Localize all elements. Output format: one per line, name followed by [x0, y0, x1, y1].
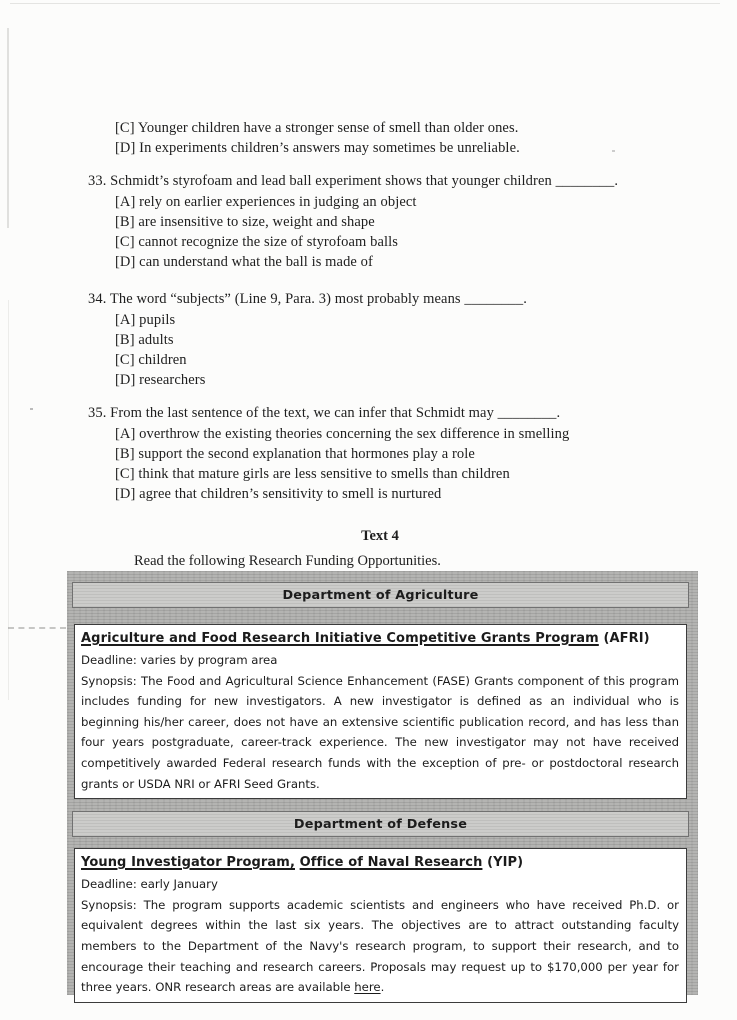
- program-title: [81, 628, 679, 650]
- dept-header-defense: [72, 811, 689, 837]
- deadline-line: Deadline: early January: [81, 877, 218, 892]
- scan-artifact-dashes: [8, 627, 66, 629]
- option: [A] overthrow the existing theories concerning the sex difference in smelling: [115, 426, 570, 443]
- question-34: [88, 290, 527, 390]
- funding-table: [67, 571, 698, 995]
- question-35: [88, 404, 569, 504]
- option: [C] cannot recognize the size of styrofoam balls: [115, 233, 399, 250]
- option: [C] think that mature girls are less sensitive to smells than children: [115, 465, 510, 482]
- program-org-link[interactable]: Office of Naval Research: [299, 855, 483, 871]
- synopsis-period: .: [380, 980, 385, 995]
- agriculture-program-cell: [74, 624, 687, 799]
- program-title: [81, 852, 679, 874]
- program-title-link[interactable]: Agriculture and Food Research Initiative Competitive Grants Program: [81, 631, 599, 646]
- text4-heading: Text 4: [361, 528, 399, 544]
- option: [D] agree that children’s sensitivity to smell is nurtured: [115, 485, 442, 502]
- option: [A] pupils: [115, 312, 176, 329]
- option: [C] Younger children have a stronger sense of smell than older ones.: [115, 120, 519, 136]
- defense-program-cell: [74, 848, 687, 1003]
- option: [D] researchers: [115, 371, 206, 388]
- question-options: [115, 425, 569, 504]
- text4-instruction: Read the following Research Funding Opportunities.: [134, 553, 441, 569]
- option: [D] In experiments children’s answers may sometimes be unreliable.: [115, 139, 520, 156]
- synopsis-text: [81, 895, 679, 998]
- option: [B] are insensitive to size, weight and shape: [115, 214, 375, 231]
- scan-artifact-speck: [30, 408, 33, 410]
- option: [B] support the second explanation that hormones play a role: [115, 446, 475, 463]
- here-link[interactable]: here: [354, 980, 381, 995]
- scan-artifact-left-line: [7, 28, 9, 228]
- deadline-line: Deadline: varies by program area: [81, 653, 278, 667]
- question-stem: 35. From the last sentence of the text, we can infer that Schmidt may ________.: [88, 405, 561, 421]
- scan-artifact-left-line-2: [8, 300, 9, 700]
- option: [A] rely on earlier experiences in judging an object: [115, 194, 417, 211]
- question-options: [115, 193, 618, 272]
- question-stem: 33. Schmidt’s styrofoam and lead ball experiment shows that younger children ________.: [88, 173, 619, 189]
- program-title-link[interactable]: Young Investigator Program,: [81, 855, 295, 871]
- question-stem: 34. The word “subjects” (Line 9, Para. 3) most probably means ________.: [88, 291, 527, 307]
- dept-header-label: Department of Agriculture: [282, 587, 479, 603]
- option: [C] children: [115, 351, 187, 368]
- question-options: [115, 311, 527, 390]
- scan-artifact-speck: [612, 150, 615, 152]
- program-abbr: (YIP): [482, 855, 524, 871]
- question-33: [88, 172, 618, 272]
- dept-header-agriculture: [72, 582, 689, 608]
- question-32-remaining-options: [115, 119, 520, 159]
- synopsis-text: Synopsis: The Food and Agricultural Science Enhancement (FASE) Grants component of this program includes funding for new investigators. A new investigator is defined as an individual who is beginning his/her career, does not have an extensive scientific publication record, and has less than four years postgraduate, career-track experience. The new investigator may not have received competitively awarded Federal research funds with the exception of pre- or postdoctoral research grants or USDA NRI or AFRI Seed Grants.: [81, 673, 679, 791]
- scan-artifact-top-line: [10, 3, 720, 4]
- option: [D] can understand what the ball is made of: [115, 253, 373, 270]
- dept-header-label: Department of Defense: [293, 816, 468, 832]
- option: [B] adults: [115, 332, 174, 349]
- synopsis-body: Synopsis: The program supports academic scientists and engineers who have received Ph.D. or equivalent degrees within the last six years. The objectives are to attract outstanding faculty members to the Department of the Navy's research program, to support their research, and to encourage their teaching and research careers. Proposals may request up to $170,000 per year for three years. ONR research areas are available: [81, 897, 679, 995]
- program-abbr: (AFRI): [598, 631, 650, 646]
